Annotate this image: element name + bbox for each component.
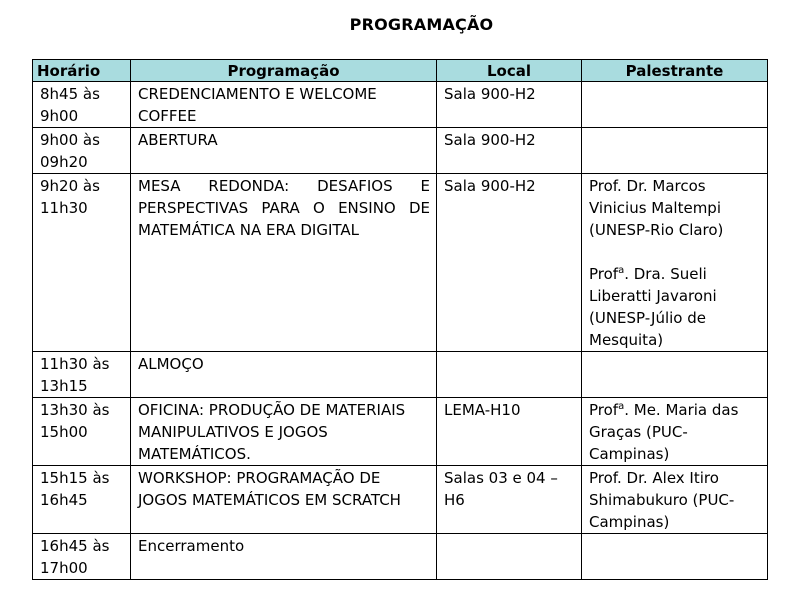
cell-local: Sala 900-H2 [437,82,582,128]
cell-local: LEMA-H10 [437,398,582,466]
table-row [33,82,768,128]
cell-local [437,352,582,398]
cell-programacao: ABERTURA [131,128,437,174]
cell-palestrante [582,398,768,466]
time-line: 13h30 às [40,401,110,419]
table-row [33,174,768,352]
cell-programacao: ALMOÇO [131,352,437,398]
cell-programacao: CREDENCIAMENTO E WELCOME COFFEE [131,82,437,128]
schedule-body [33,82,768,580]
cell-palestrante [582,466,768,534]
time-line: 13h15 [40,377,88,395]
header-horario: Horário [33,60,131,82]
cell-horario [33,128,131,174]
table-row [33,466,768,534]
cell-horario [33,174,131,352]
speaker-entry: Prof. Dr. Marcos Vinicius Maltempi (UNESP-Rio Claro) [589,177,724,239]
time-line: 11h30 às [40,355,110,373]
cell-palestrante [582,352,768,398]
speaker-entry: Prof. Dr. Alex Itiro Shimabukuro (PUC-Campinas) [589,469,735,531]
cell-horario [33,466,131,534]
table-header-row [33,60,768,82]
cell-horario [33,82,131,128]
schedule-table [32,59,768,580]
time-line: 9h20 às [40,177,100,195]
cell-programacao: MESA REDONDA: DESAFIOS E PERSPECTIVAS PARA O ENSINO DE MATEMÁTICA NA ERA DIGITAL [131,174,437,352]
cell-palestrante [582,534,768,580]
time-line: 17h00 [40,559,88,577]
time-line: 11h30 [40,199,88,217]
cell-local [437,534,582,580]
time-line: 8h45 às [40,85,100,103]
time-line: 16h45 às [40,537,110,555]
table-row [33,128,768,174]
time-line: 15h15 às [40,469,110,487]
header-palestrante: Palestrante [582,60,768,82]
cell-horario [33,352,131,398]
table-row [33,398,768,466]
cell-palestrante [582,174,768,352]
cell-palestrante [582,82,768,128]
speaker-entry: Prof$^a$. Me. Maria das Graças (PUC-Campinas) [589,401,739,463]
cell-programacao: WORKSHOP: PROGRAMAÇÃO DE JOGOS MATEMÁTICOS EM SCRATCH [131,466,437,534]
time-line: 09h20 [40,153,88,171]
time-line: 9h00 às [40,131,100,149]
cell-palestrante [582,128,768,174]
time-line: 15h00 [40,423,88,441]
cell-local: Sala 900-H2 [437,174,582,352]
header-programacao: Programação [131,60,437,82]
cell-local: Salas 03 e 04 – H6 [437,466,582,534]
page-title: PROGRAMAÇÃO [349,15,494,34]
time-line: 16h45 [40,491,88,509]
speaker-entry: Prof$^a$. Dra. Sueli Liberatti Javaroni (UNESP-Júlio de Mesquita) [589,265,717,349]
cell-programacao: OFICINA: PRODUÇÃO DE MATERIAIS MANIPULATIVOS E JOGOS MATEMÁTICOS. [131,398,437,466]
time-line: 9h00 [40,107,79,125]
table-row [33,534,768,580]
cell-horario [33,398,131,466]
table-row [33,352,768,398]
cell-local: Sala 900-H2 [437,128,582,174]
header-local: Local [437,60,582,82]
cell-programacao: Encerramento [131,534,437,580]
cell-horario [33,534,131,580]
